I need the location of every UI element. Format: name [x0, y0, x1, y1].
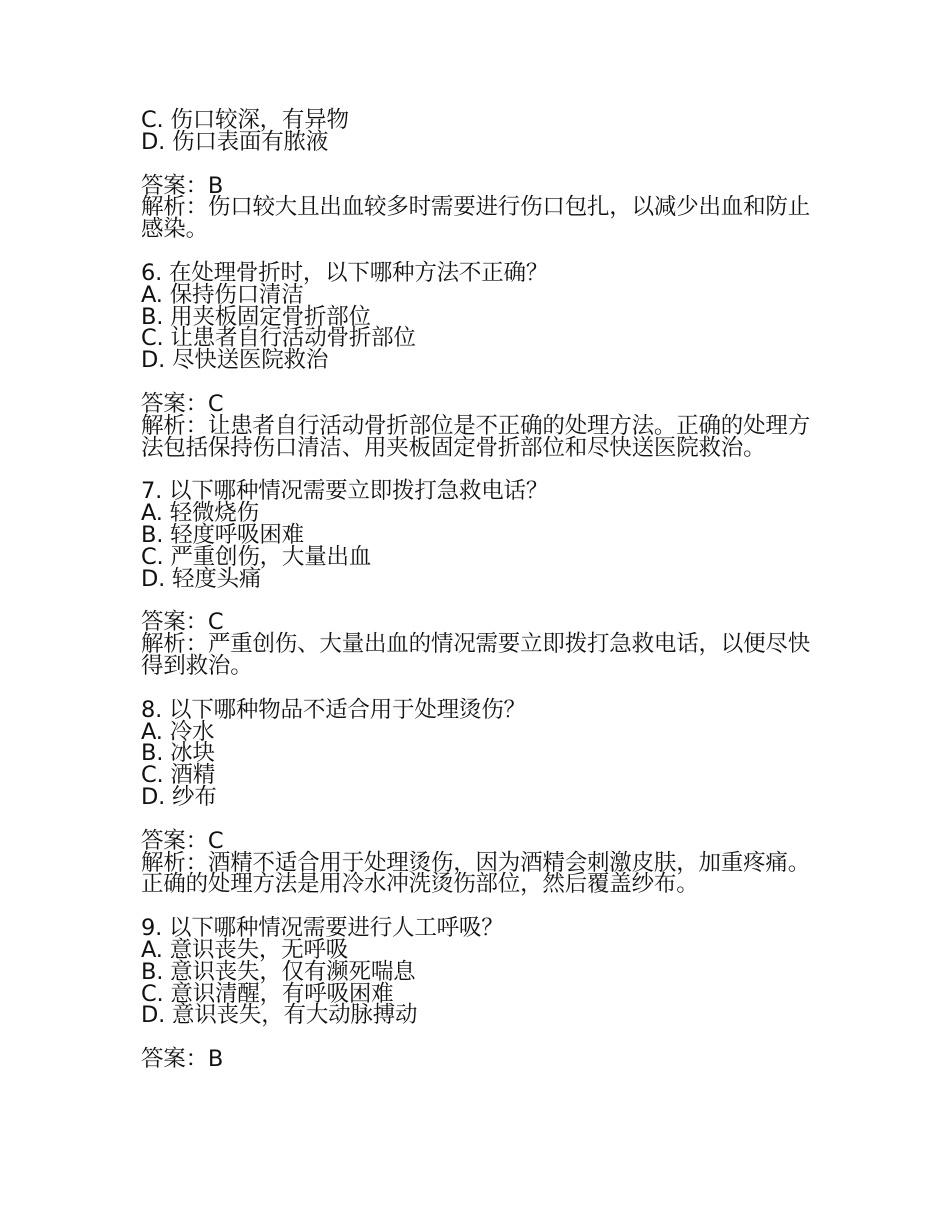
option-d: D. 意识丧失，有大动脉搏动 — [141, 1002, 418, 1029]
question-text: 6. 在处理骨折时，以下哪种方法不正确？ — [141, 259, 549, 286]
option-d: D. 伤口表面有脓液 — [141, 128, 329, 155]
question-9 — [141, 915, 821, 1029]
question-text: 8. 以下哪种物品不适合用于处理烫伤？ — [141, 696, 526, 723]
explanation-text: 解析：严重创伤、大量出血的情况需要立即拨打急救电话，以便尽快得到救治。 — [141, 631, 811, 679]
answer-block-7 — [141, 609, 821, 679]
option-d: D. 纱布 — [141, 783, 217, 810]
answer-text: 答案：B — [141, 172, 224, 199]
answer-text: 答案：C — [141, 390, 224, 417]
option-a: A. 意识丧失，无呼吸 — [141, 936, 349, 963]
explanation-text: 解析：让患者自行活动骨折部位是不正确的处理方法。正确的处理方法包括保持伤口清洁、用夹板固定骨折部位和尽快送医院救治。 — [141, 412, 811, 461]
option-c: C. 酒精 — [141, 762, 216, 789]
answer-block-8 — [141, 827, 821, 898]
answer-text: 答案：C — [141, 609, 224, 636]
option-b: B. 意识丧失，仅有濒死喘息 — [141, 958, 416, 985]
options-continuation — [141, 107, 821, 155]
option-c: C. 伤口较深，有异物 — [141, 107, 349, 133]
question-text: 9. 以下哪种情况需要进行人工呼吸？ — [141, 915, 504, 942]
option-c: C. 严重创伤，大量出血 — [141, 543, 372, 570]
explanation-text: 解析：酒精不适合用于处理烫伤，因为酒精会刺激皮肤，加重疼痛。正确的处理方法是用冷水冲洗烫伤部位，然后覆盖纱布。 — [141, 849, 811, 898]
question-text: 7. 以下哪种情况需要立即拨打急救电话？ — [141, 478, 549, 505]
answer-block-5 — [141, 172, 821, 243]
answer-text: 答案：C — [141, 827, 224, 854]
option-a: A. 保持伤口清洁 — [141, 281, 304, 308]
document-page — [141, 107, 821, 1073]
question-7 — [141, 478, 821, 592]
option-b: B. 冰块 — [141, 740, 215, 767]
option-a: A. 轻微烧伤 — [141, 500, 259, 527]
explanation-text: 解析：伤口较大且出血较多时需要进行伤口包扎，以减少出血和防止感染。 — [141, 194, 811, 243]
option-c: C. 意识清醒，有呼吸困难 — [141, 980, 394, 1007]
option-c: C. 让患者自行活动骨折部位 — [141, 325, 416, 352]
option-a: A. 冷水 — [141, 718, 215, 745]
answer-text: 答案：B — [141, 1046, 224, 1073]
option-b: B. 轻度呼吸困难 — [141, 521, 304, 548]
answer-block-9 — [141, 1046, 821, 1073]
answer-block-6 — [141, 390, 821, 461]
question-6 — [141, 259, 821, 374]
option-d: D. 尽快送医院救治 — [141, 347, 329, 374]
option-d: D. 轻度头痛 — [141, 565, 262, 592]
option-b: B. 用夹板固定骨折部位 — [141, 303, 371, 330]
question-8 — [141, 696, 821, 810]
